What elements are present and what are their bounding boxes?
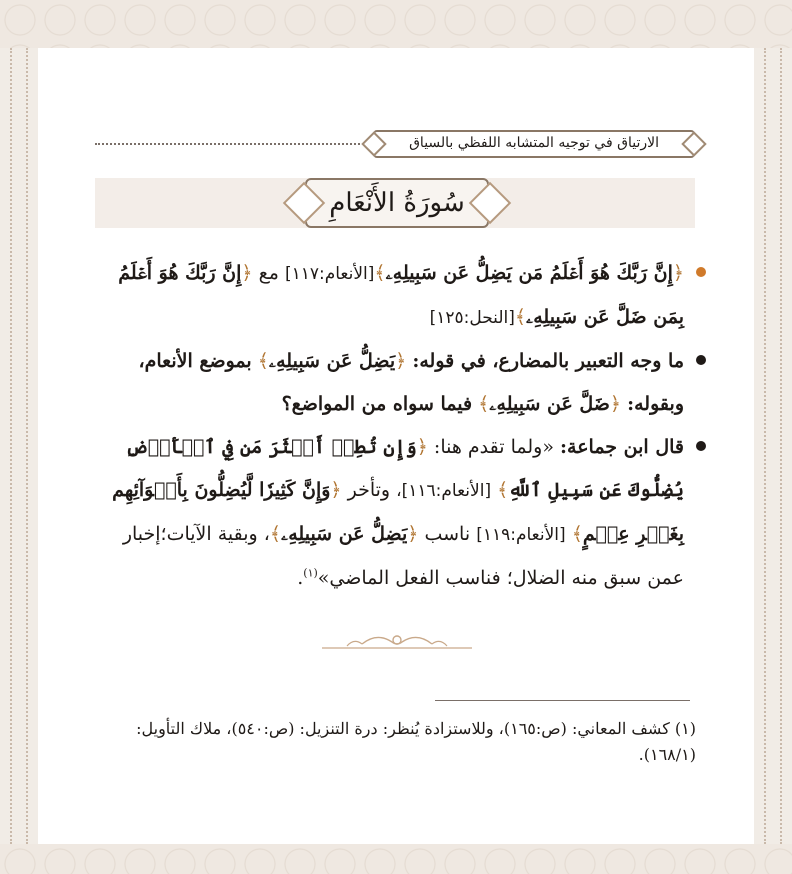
- bullet-icon: [696, 441, 706, 451]
- verse: إِنَّ رَبَّكَ هُوَ أَعۡلَمُ مَن يَضِلُّ عَن سَبِيلِهِۦ: [385, 262, 673, 284]
- sentence-end: .: [297, 567, 304, 589]
- left-dotted-border: [10, 48, 28, 844]
- verse: يَضِلُّ عَن سَبِيلِهِۦ: [268, 350, 396, 372]
- question-text: فيما سواه من المواضع؟: [281, 393, 473, 415]
- bullet-icon: [696, 355, 706, 365]
- verse-reference: [الأنعام:١١٩]: [476, 525, 566, 545]
- footnote-separator: [435, 700, 690, 701]
- ornament-divider: [322, 630, 472, 656]
- footnote-marker: (١): [303, 566, 318, 580]
- verse-reference: [الأنعام:١١٧]: [284, 264, 375, 284]
- main-text: [88, 252, 706, 600]
- verse-reference: [النحل:١٢٥]: [429, 308, 515, 328]
- quote-text: وتأخر: [347, 479, 391, 501]
- surah-title: سُورَةُ الأَنْعَامِ: [305, 178, 489, 228]
- surah-banner: [95, 178, 695, 228]
- list-item: قال ابن جماعة: «ولما تقدم هنا: ﴿وَإِن تُطِعۡ أَكۡثَرَ مَن فِي ٱلۡأَرۡضِ يُضِلُّوكَ عَن سَبِيلِ ٱللَّهِ﴾ [الأنعام:١١٦]، وتأخر ﴿وَإِنَّ كَثِيرٗا لَّيُضِلُّونَ بِأَهۡوَآئِهِم بِغَيۡرِ عِلۡمٍ﴾ [الأنعام:١١٩] ناسب ﴿يَضِلُّ عَن سَبِيلِهِۦ﴾، وبقية الآيات؛إخبار عمن سبق منه الضلال؛ فناسب الفعل الماضي»$^{(١)}$.: [88, 426, 706, 600]
- quote-text: ، وبقية الآيات؛إخبار عمن سبق منه الضلال؛ فناسب الفعل الماضي»: [122, 523, 684, 589]
- verse: وَإِنَّ كَثِيرٗا لَّيُضِلُّونَ بِأَهۡوَآئِهِم بِغَيۡرِ عِلۡمٍ: [112, 479, 684, 545]
- verse: إِنَّ رَبَّكَ هُوَ أَعۡلَمُ بِمَن ضَلَّ عَن سَبِيلِهِۦ: [118, 262, 684, 328]
- connector-text: مع: [258, 262, 279, 284]
- top-decorative-border: [0, 0, 792, 48]
- speaker-label: قال ابن جماعة:: [560, 436, 684, 458]
- verse: يَضِلُّ عَن سَبِيلِهِۦ: [281, 523, 408, 545]
- verse: وَإِن تُطِعۡ أَكۡثَرَ مَن فِي ٱلۡأَرۡضِ يُضِلُّوكَ عَن سَبِيلِ ٱللَّهِ: [125, 436, 684, 501]
- quote-text: «ولما تقدم هنا:: [433, 436, 554, 458]
- footnote-text: (١) كشف المعاني: (ص:١٦٥)، وللاستزادة يُنظر: درة التنزيل: (ص:٥٤٠)، ملاك التأويل: (١٦٨/١).: [136, 719, 696, 764]
- list-item: ﴿إِنَّ رَبَّكَ هُوَ أَعۡلَمُ مَن يَضِلُّ عَن سَبِيلِهِۦ﴾[الأنعام:١١٧] مع ﴿إِنَّ رَبَّكَ هُوَ أَعۡلَمُ بِمَن ضَلَّ عَن سَبِيلِهِۦ﴾[النحل:١٢٥]: [88, 252, 706, 340]
- list-item: ما وجه التعبير بالمضارع، في قوله: ﴿يَضِلُّ عَن سَبِيلِهِۦ﴾ بموضع الأنعام، وبقوله: ﴿ضَلَّ عَن سَبِيلِهِۦ﴾ فيما سواه من المواضع؟: [88, 340, 706, 426]
- quote-text: ناسب: [424, 523, 471, 545]
- bottom-decorative-border: [0, 844, 792, 874]
- right-dotted-border: [764, 48, 782, 844]
- verse: ضَلَّ عَن سَبِيلِهِۦ: [489, 393, 610, 415]
- running-title: الارتياق في توجيه المتشابه اللفظي بالسياق: [373, 130, 695, 158]
- bullet-icon: [696, 267, 706, 277]
- running-header: [95, 130, 695, 156]
- question-text: بموضع الأنعام، وبقوله:: [138, 350, 684, 415]
- verse-reference: [الأنعام:١١٦]،: [396, 481, 492, 501]
- question-text: ما وجه التعبير بالمضارع، في قوله:: [412, 350, 684, 372]
